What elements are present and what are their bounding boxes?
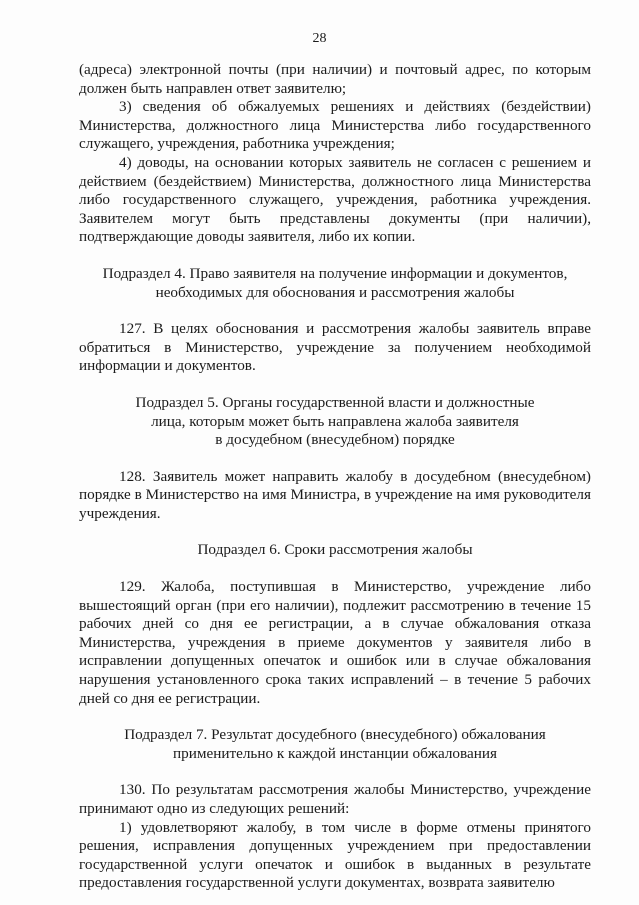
- heading-line: в досудебном (внесудебном) порядке: [215, 431, 455, 449]
- subsection-6-heading: [79, 541, 591, 560]
- page-number: 28: [312, 31, 327, 46]
- spacer: [79, 302, 591, 320]
- spacer: [79, 247, 591, 265]
- paragraph-127: 127. В целях обоснования и рассмотрения жалобы заявитель вправе обратиться в Министерство, учреждение за получением необходимой информации и документов.: [79, 320, 591, 375]
- heading-line: необходимых для обоснования и рассмотрения жалобы: [155, 283, 515, 301]
- document-body: [79, 61, 591, 893]
- spacer: [79, 376, 591, 394]
- spacer: [79, 450, 591, 468]
- paragraph-item-4: 4) доводы, на основании которых заявитель не согласен с решением и действием (бездействием) Министерства, должностного лица Министерства либо государственного служащего, учреждения, работника учреждения. Заявителем могут быть представлены документы (при наличии), подтверждающие доводы заявителя, либо их копии.: [79, 153, 591, 246]
- paragraph-128: 128. Заявитель может направить жалобу в досудебном (внесудебном) порядке в Министерство на имя Министра, в учреждение на имя руководителя учреждения.: [79, 467, 591, 522]
- heading-line: применительно к каждой инстанции обжалования: [173, 744, 497, 762]
- subsection-5-heading: [79, 394, 591, 450]
- paragraph-129: 129. Жалоба, поступившая в Министерство, учреждение либо вышестоящий орган (при его наличии), подлежит рассмотрению в течение 15 рабочих дней со дня ее регистрации, а в случае обжалования отказа Министерства, учреждения в приеме документов у заявителя либо в исправлении допущенных опечаток и ошибок или в случае обжалования нарушения установленного срока таких исправлений – в течение 5 рабочих дней со дня ее регистрации.: [79, 578, 591, 707]
- paragraph-continuation: (адреса) электронной почты (при наличии) и почтовый адрес, по которым должен быть направлен ответ заявителю;: [79, 61, 591, 97]
- paragraph-item-3: 3) сведения об обжалуемых решениях и действиях (бездействии) Министерства, должностного лица Министерства либо государственного служащего, учреждения, работника учреждения;: [79, 98, 591, 153]
- spacer: [79, 708, 591, 726]
- heading-line: лица, которым может быть направлена жалоба заявителя: [151, 412, 519, 430]
- spacer: [79, 523, 591, 541]
- subsection-4-heading: [79, 265, 591, 302]
- heading-line: Подраздел 7. Результат досудебного (внесудебного) обжалования: [124, 726, 546, 744]
- subsection-7-heading: [79, 726, 591, 763]
- spacer: [79, 763, 591, 781]
- heading-line: Подраздел 4. Право заявителя на получение информации и документов,: [102, 264, 568, 282]
- spacer: [79, 560, 591, 578]
- heading-line: Подраздел 6. Сроки рассмотрения жалобы: [197, 541, 473, 559]
- heading-line: Подраздел 5. Органы государственной власти и должностные: [135, 393, 535, 411]
- paragraph-130: 130. По результатам рассмотрения жалобы Министерство, учреждение принимают одно из следующих решений:: [79, 781, 591, 817]
- paragraph-130-item-1: 1) удовлетворяют жалобу, в том числе в форме отмены принятого решения, исправления допущенных учреждением при предоставлении государственной услуги опечаток и ошибок в выданных в результате предоставления государственной услуги документах, возврата заявителю: [79, 818, 591, 892]
